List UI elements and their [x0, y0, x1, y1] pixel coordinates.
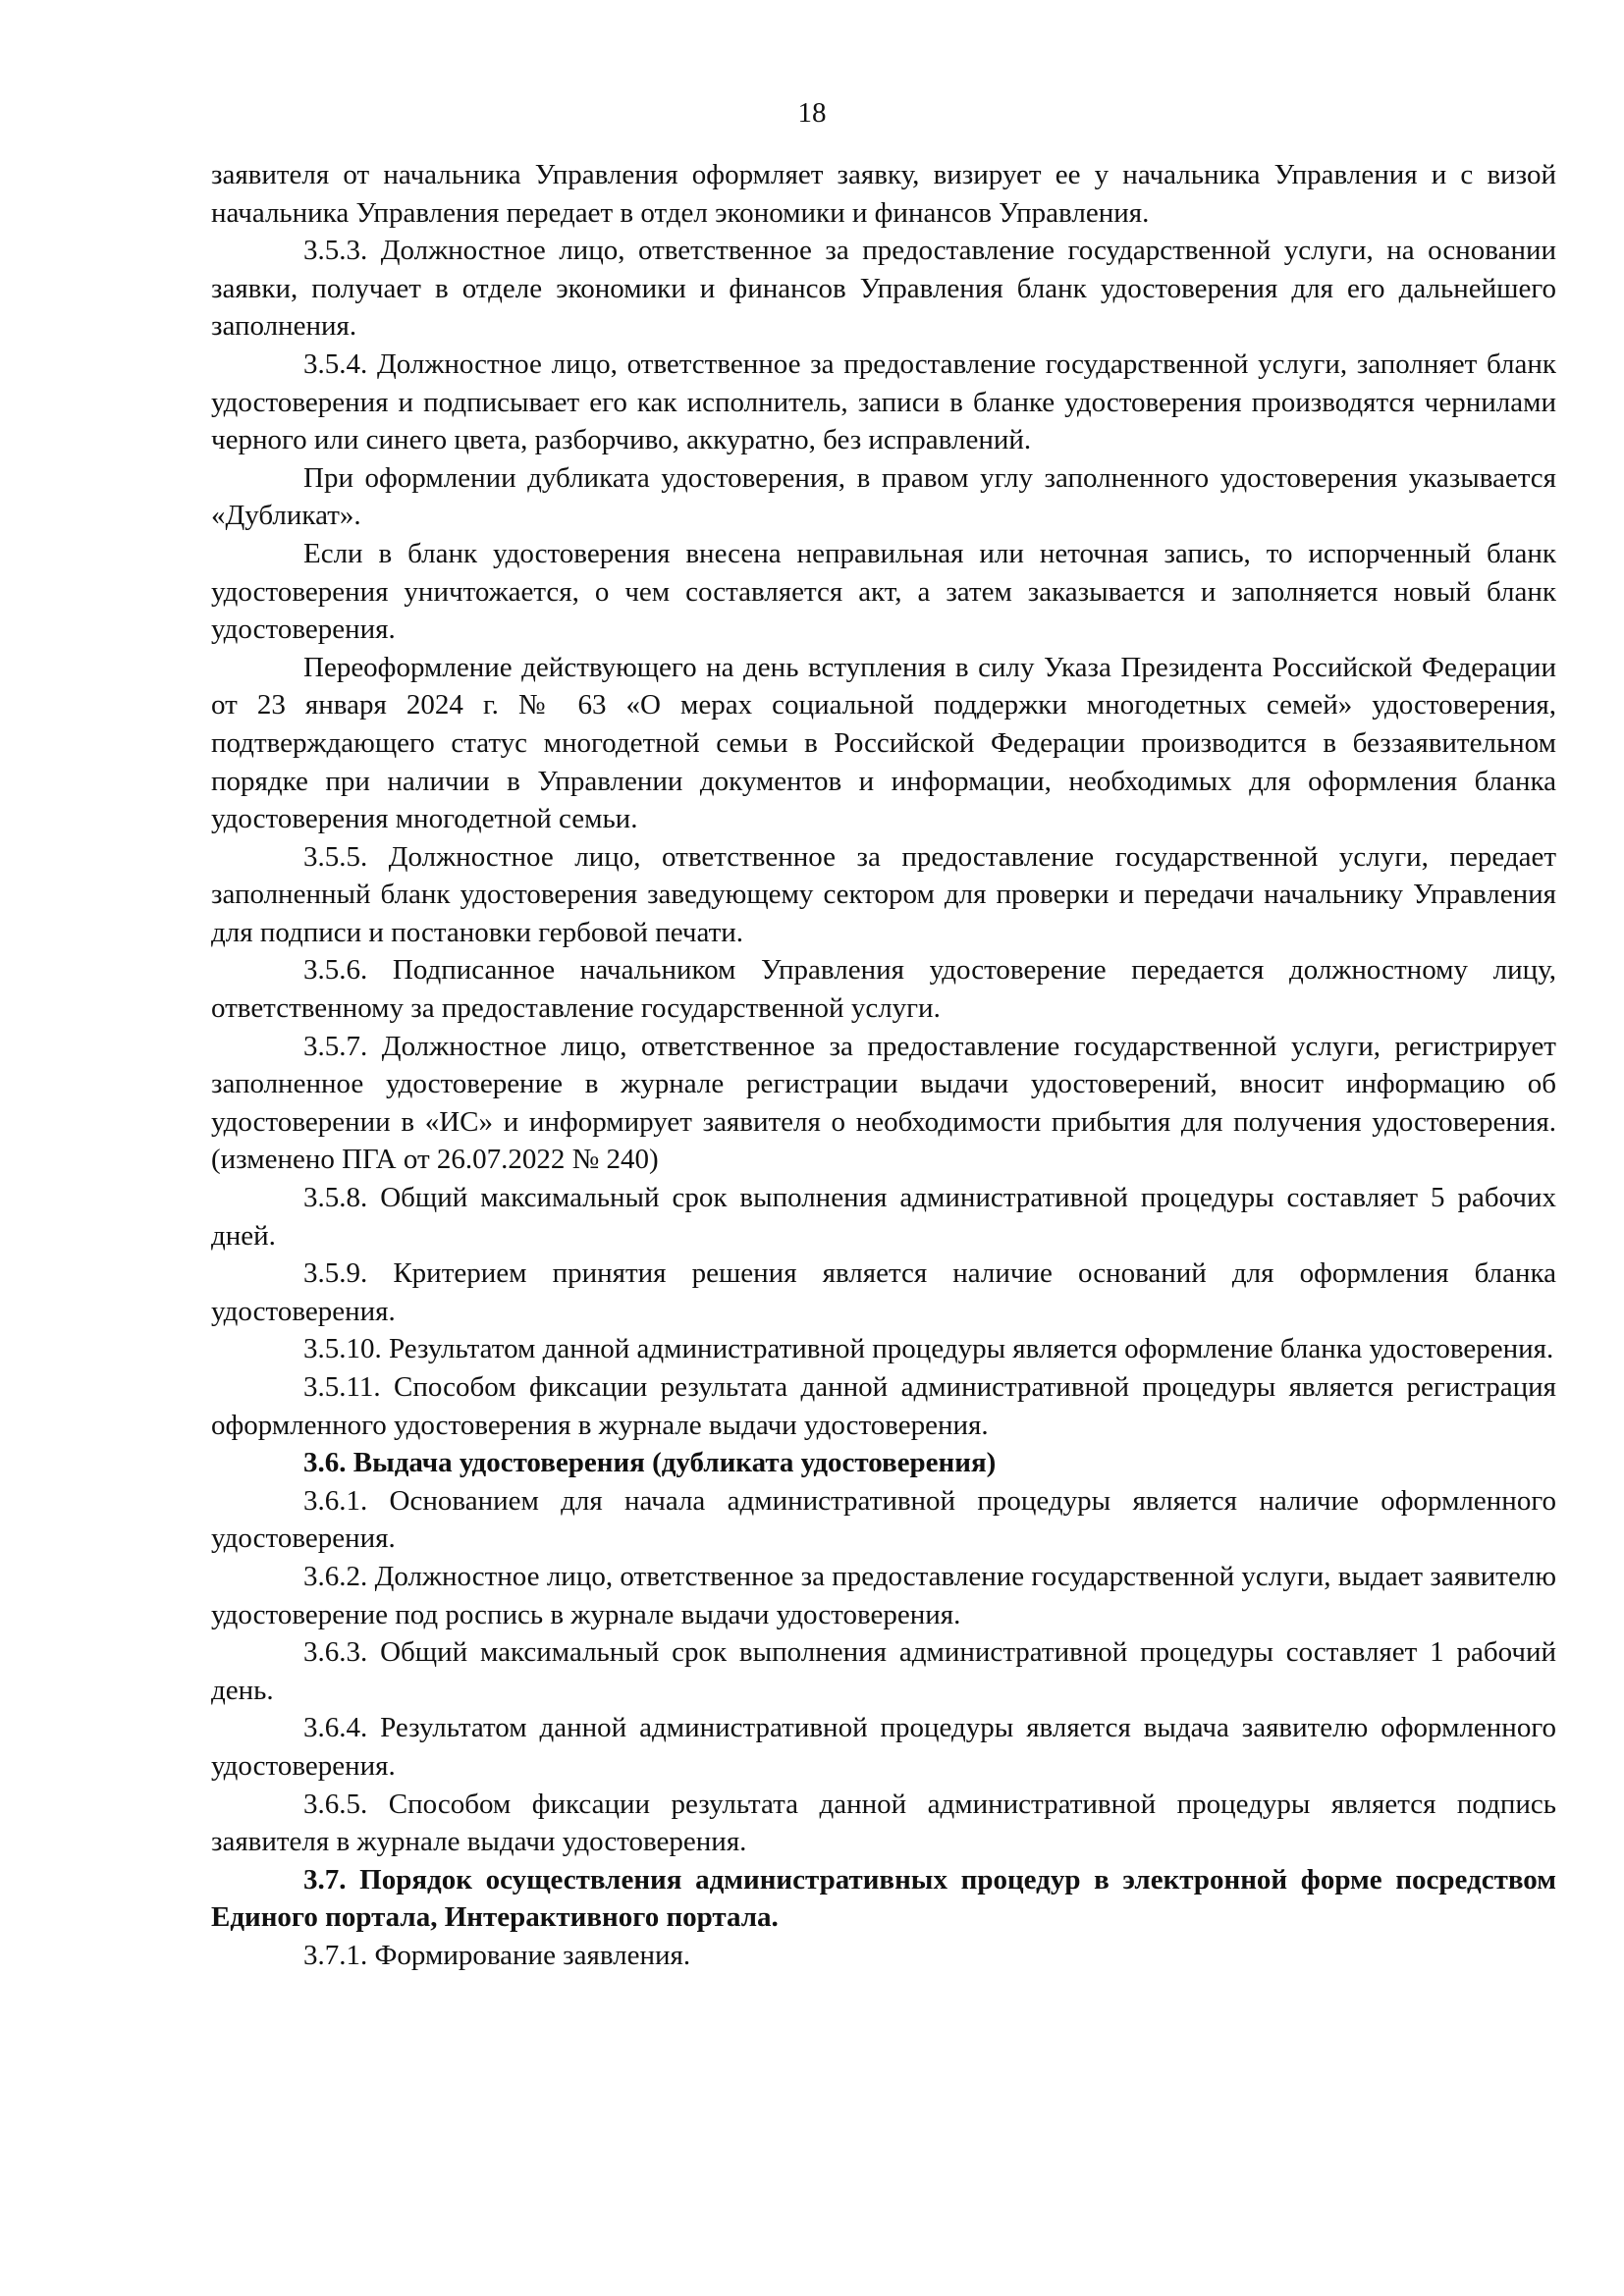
paragraph-duplicate-note: При оформлении дубликата удостоверения, в правом углу заполненного удостоверения указывается «Дубликат». [211, 461, 1556, 532]
paragraph-3-5-11: 3.5.11. Способом фиксации результата данной административной процедуры является регистрация оформленного удостоверения в журнале выдачи удостоверения. [211, 1371, 1556, 1441]
paragraph-3-7-1: 3.7.1. Формирование заявления. [303, 1939, 691, 1971]
paragraph-3-5-8: 3.5.8. Общий максимальный срок выполнения административной процедуры составляет 5 рабочих дней. [211, 1182, 1556, 1252]
paragraph-3-5-5: 3.5.5. Должностное лицо, ответственное за предоставление государственной услуги, передает заполненный бланк удостоверения заведующему сектором для проверки и передачи начальнику Управления для подписи и постановки гербовой печати. [211, 840, 1556, 948]
paragraph-3-6-1: 3.6.1. Основанием для начала административной процедуры является наличие оформленного удостоверения. [211, 1484, 1556, 1555]
paragraph-3-6-2: 3.6.2. Должностное лицо, ответственное за предоставление государственной услуги, выдает заявителю удостоверение под роспись в журнале выдачи удостоверения. [211, 1560, 1556, 1630]
paragraph-continuation: заявителя от начальника Управления оформляет заявку, визирует ее у начальника Управления и с визой начальника Управления передает в отдел экономики и финансов Управления. [211, 159, 1556, 229]
paragraph-reissue: Переоформление действующего на день вступления в силу Указа Президента Российской Федерации от 23 января 2024 г. № 63 «О мерах социальной поддержки многодетных семей» удостоверения, подтверждающего статус многодетной семьи в Российской Федерации производится в беззаявительном порядке при наличии в Управлении документов и информации, необходимых для оформления бланка удостоверения многодетной семьи. [211, 651, 1556, 835]
paragraph-3-5-7: 3.5.7. Должностное лицо, ответственное за предоставление государственной услуги, регистрирует заполненное удостоверение в журнале регистрации выдачи удостоверений, вносит информацию об удостоверении в «ИС» и информирует заявителя о необходимости прибытия для получения удостоверения. (изменено ПГА от 26.07.2022 № 240) [211, 1030, 1556, 1176]
paragraph-3-6-5: 3.6.5. Способом фиксации результата данной административной процедуры является подпись заявителя в журнале выдачи удостоверения. [211, 1788, 1556, 1858]
paragraph-3-6-4: 3.6.4. Результатом данной административной процедуры является выдача заявителю оформленного удостоверения. [211, 1712, 1556, 1782]
paragraph-3-5-3: 3.5.3. Должностное лицо, ответственное за предоставление государственной услуги, на основании заявки, получает в отделе экономики и финансов Управления бланк удостоверения для его дальнейшего заполнения. [211, 235, 1556, 343]
paragraph-3-5-6: 3.5.6. Подписанное начальником Управления удостоверение передается должностному лицу, ответственному за предоставление государственной услуги. [211, 954, 1556, 1025]
paragraph-3-5-10: 3.5.10. Результатом данной административной процедуры является оформление бланка удостоверения. [303, 1333, 1554, 1365]
paragraph-spoiled-form: Если в бланк удостоверения внесена неправильная или неточная запись, то испорченный бланк удостоверения уничтожается, о чем составляется акт, а затем заказывается и заполняется новый бланк удостоверения. [211, 537, 1556, 646]
paragraph-3-6-3: 3.6.3. Общий максимальный срок выполнения административной процедуры составляет 1 рабочий день. [211, 1636, 1556, 1706]
paragraph-3-5-4: 3.5.4. Должностное лицо, ответственное за предоставление государственной услуги, заполняет бланк удостоверения и подписывает его как исполнитель, записи в бланке удостоверения производятся чернилами черного или синего цвета, разборчиво, аккуратно, без исправлений. [211, 347, 1556, 456]
section-heading-3-7: 3.7. Порядок осуществления административных процедур в электронной форме посредством Единого портала, Интерактивного портала. [211, 1863, 1556, 1934]
page-number: 18 [797, 97, 827, 129]
section-heading-3-6: 3.6. Выдача удостоверения (дубликата удостоверения) [303, 1447, 997, 1479]
document-body [211, 156, 1556, 1975]
paragraph-3-5-9: 3.5.9. Критерием принятия решения является наличие оснований для оформления бланка удостоверения. [211, 1257, 1556, 1327]
